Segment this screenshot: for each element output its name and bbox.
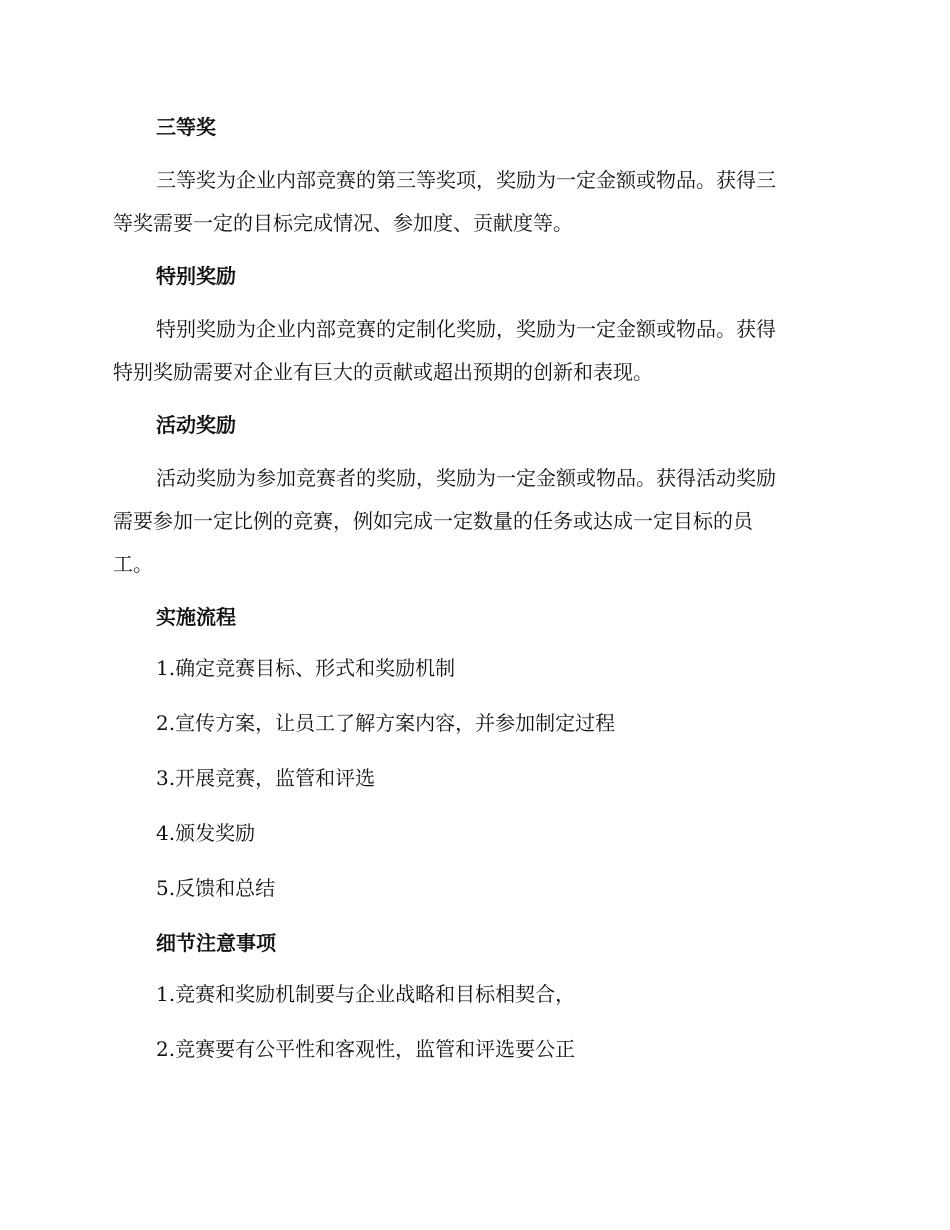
heading-third-prize: 三等奖 <box>156 115 216 139</box>
paragraph-line: 等奖需要一定的目标完成情况、参加度、贡献度等。 <box>113 211 573 235</box>
paragraph-activity-award <box>113 457 833 586</box>
paragraph-third-prize <box>113 159 833 245</box>
heading-activity-award: 活动奖励 <box>156 413 236 437</box>
paragraph-line: 需要参加一定比例的竞赛，例如完成一定数量的任务或达成一定目标的员 <box>113 509 753 533</box>
paragraph-line: 特别奖励需要对企业有巨大的贡献或超出预期的创新和表现。 <box>113 360 653 384</box>
paragraph-line: 三等奖为企业内部竞赛的第三等奖项，奖励为一定金额或物品。获得三 <box>156 168 776 192</box>
paragraph-line: 活动奖励为参加竞赛者的奖励，奖励为一定金额或物品。获得活动奖励 <box>156 466 776 490</box>
list-item: 1.竞赛和奖励机制要与企业战略和目标相契合， <box>156 982 576 1006</box>
list-item: 3.开展竞赛，监管和评选 <box>156 766 376 790</box>
heading-process: 实施流程 <box>156 605 236 629</box>
list-item: 5.反馈和总结 <box>156 876 276 900</box>
list-item: 1.确定竞赛目标、形式和奖励机制 <box>156 656 456 680</box>
paragraph-line: 特别奖励为企业内部竞赛的定制化奖励，奖励为一定金额或物品。获得 <box>156 317 776 341</box>
heading-special-award: 特别奖励 <box>156 264 236 288</box>
list-item: 2.竞赛要有公平性和客观性，监管和评选要公正 <box>156 1037 576 1061</box>
list-item: 2.宣传方案，让员工了解方案内容，并参加制定过程 <box>156 711 616 735</box>
document-content <box>113 108 833 1085</box>
heading-notes: 细节注意事项 <box>156 931 276 955</box>
paragraph-special-award <box>113 308 833 394</box>
paragraph-line: 工。 <box>113 552 153 576</box>
list-item: 4.颁发奖励 <box>156 821 256 845</box>
